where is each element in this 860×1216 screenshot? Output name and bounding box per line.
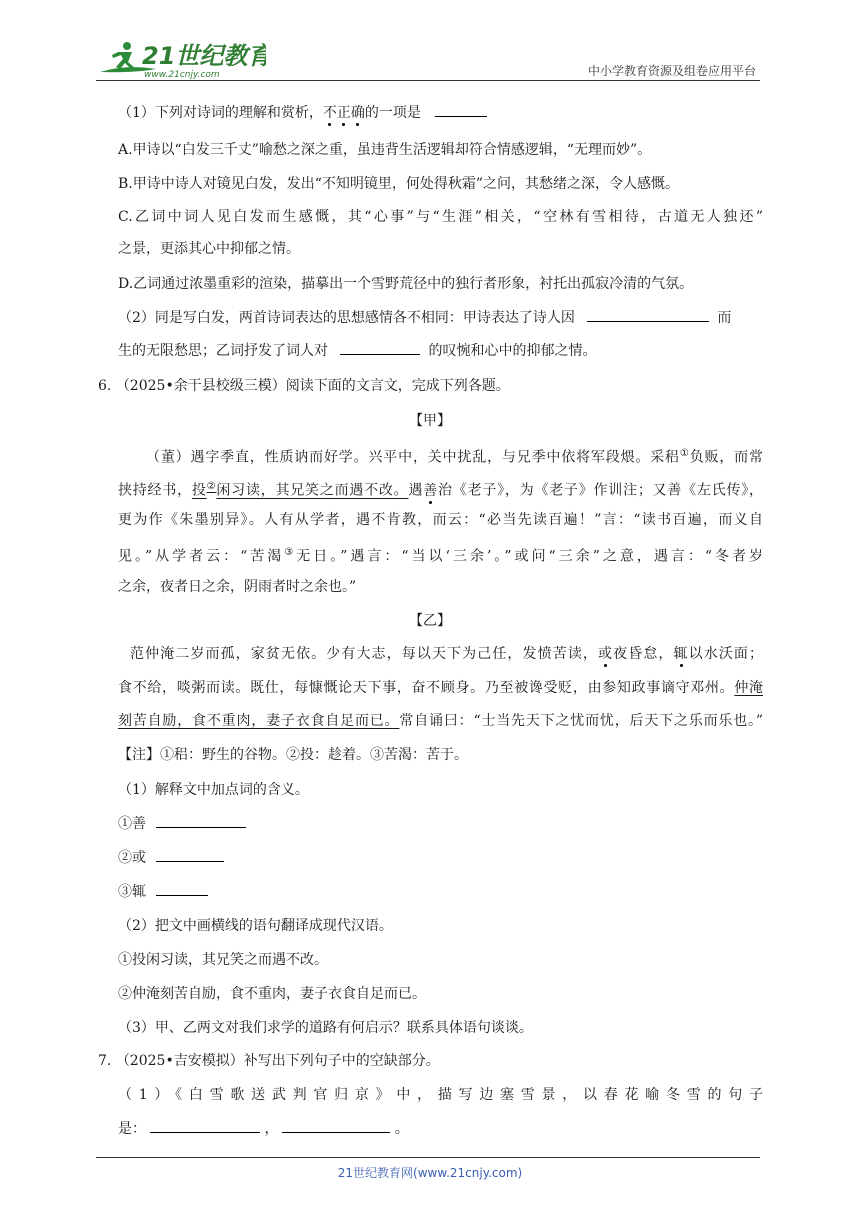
answer-blank[interactable]	[156, 813, 246, 828]
q6-sub1: （1）解释文中加点词的含义。	[118, 782, 309, 798]
page-header	[96, 26, 764, 80]
logo-url: www.21cnjy.com	[144, 70, 220, 80]
answer-blank[interactable]	[340, 340, 420, 355]
platform-name: 中小学教育资源及组卷应用平台	[587, 64, 756, 78]
header-divider	[96, 80, 760, 81]
q7-sub1-line2: 是： ， 。	[118, 1118, 409, 1140]
q6-trans1: ①投闲习读，其兄笑之而遇不改。	[118, 952, 328, 968]
q6-jia-line1: （董）遇字季直，性质讷而好学。兴平中，关中扰乱，与兄季中依将军段煨。采稆①负贩，而常	[146, 448, 764, 466]
q6-jia-line3: 更为作《朱墨别异》。人有从学者，遇不肯教，而云：“必当先读百遍！”言：“读书百遍，而义自	[118, 512, 763, 528]
site-logo	[96, 36, 266, 80]
q5-option-c-line1: C.乙词中词人见白发而生感慨，其“心事”与“生涯”相关，“空林有雪相待，古道无人独还”	[118, 209, 763, 225]
q6-yi-line3: 刻苦自励，食不重肉，妻子衣食自足而已。常自诵曰：“士当先天下之忧而忧，后天下之乐而乐也。”	[118, 713, 763, 729]
q6-yi-line2: 食不给，啖粥而读。既仕，每慷慨论天下事，奋不顾身。乃至被谗受贬，由参知政事谪守邓州。仲淹	[118, 680, 764, 696]
q5-option-a: A.甲诗以“白发三千丈”喻愁之深之重，虽违背生活逻辑却符合情感逻辑，“无理而妙”。	[118, 142, 652, 158]
answer-blank[interactable]	[156, 881, 208, 896]
q6-yi-title: 【乙】	[409, 613, 451, 629]
q6-header: 6. （2025•余干县校级三模）阅读下面的文言文，完成下列各题。	[98, 378, 510, 394]
q6-jia-line4: 见。”从学者云：“苦渴③无日。”遇言：“当以‘三余’。”或问“三余”之意，遇言：“冬者岁	[118, 547, 763, 565]
answer-blank[interactable]	[587, 307, 709, 322]
q6-jia-title: 【甲】	[409, 413, 451, 429]
q5-sub2-line2: 生的无限愁思；乙词抒发了词人对 的叹惋和心中的抑郁之情。	[118, 340, 596, 362]
q6-trans2: ②仲淹刻苦自励，食不重肉，妻子衣食自足而已。	[118, 986, 426, 1002]
answer-blank[interactable]	[156, 847, 224, 862]
q6-sub3: （3）甲、乙两文对我们求学的道路有何启示？联系具体语句谈谈。	[118, 1020, 533, 1036]
q6-word3: ③辄	[118, 881, 208, 903]
q6-jia-line2: 挟持经书，投②闲习读，其兄笑之而遇不改。遇善治《老子》，为《老子》作训注；又善《左氏传》，	[118, 481, 764, 499]
q6-word1: ①善	[118, 813, 246, 835]
q5-sub1-prompt: （1）下列对诗词的理解和赏析，不正确的一项是	[118, 102, 487, 124]
answer-blank[interactable]	[282, 1118, 390, 1133]
q6-yi-line1: 范仲淹二岁而孤，家贫无依。少有大志，每以天下为己任，发愤苦读，或夜昏怠，辄以水沃面；	[130, 646, 764, 662]
q7-sub1-line1: （1）《白雪歌送武判官归京》中，描写边塞雪景，以春花喻冬雪的句子	[118, 1087, 763, 1103]
q5-option-b: B.甲诗中诗人对镜见白发，发出“不知明镜里，何处得秋霜”之问，其愁绪之深，令人感慨。	[118, 176, 680, 192]
q6-jia-line5: 之余，夜者日之余，阴雨者时之余也。”	[118, 579, 357, 595]
q5-sub2-line1: （2）同是写白发，两首诗词表达的思想感情各不相同：甲诗表达了诗人因 而	[118, 307, 731, 329]
footer-link[interactable]: 21世纪教育网(www.21cnjy.com)	[337, 1166, 523, 1180]
answer-blank[interactable]	[435, 102, 487, 117]
q5-option-c-line2: 之景，更添其心中抑郁之情。	[118, 241, 300, 257]
q6-sub2: （2）把文中画横线的语句翻译成现代汉语。	[118, 918, 393, 934]
answer-blank[interactable]	[150, 1118, 260, 1133]
q6-word2: ②或	[118, 847, 224, 869]
logo-text: 21世纪教育	[142, 42, 266, 70]
q6-note: 【注】①稆：野生的谷物。②投：趁着。③苦渴：苦于。	[118, 747, 468, 763]
q5-option-d: D.乙词通过浓墨重彩的渲染，描摹出一个雪野荒径中的独行者形象，衬托出孤寂冷清的气氛。	[118, 276, 694, 292]
q7-header: 7. （2025•吉安模拟）补写出下列句子中的空缺部分。	[98, 1053, 440, 1069]
footer-divider	[96, 1157, 760, 1158]
